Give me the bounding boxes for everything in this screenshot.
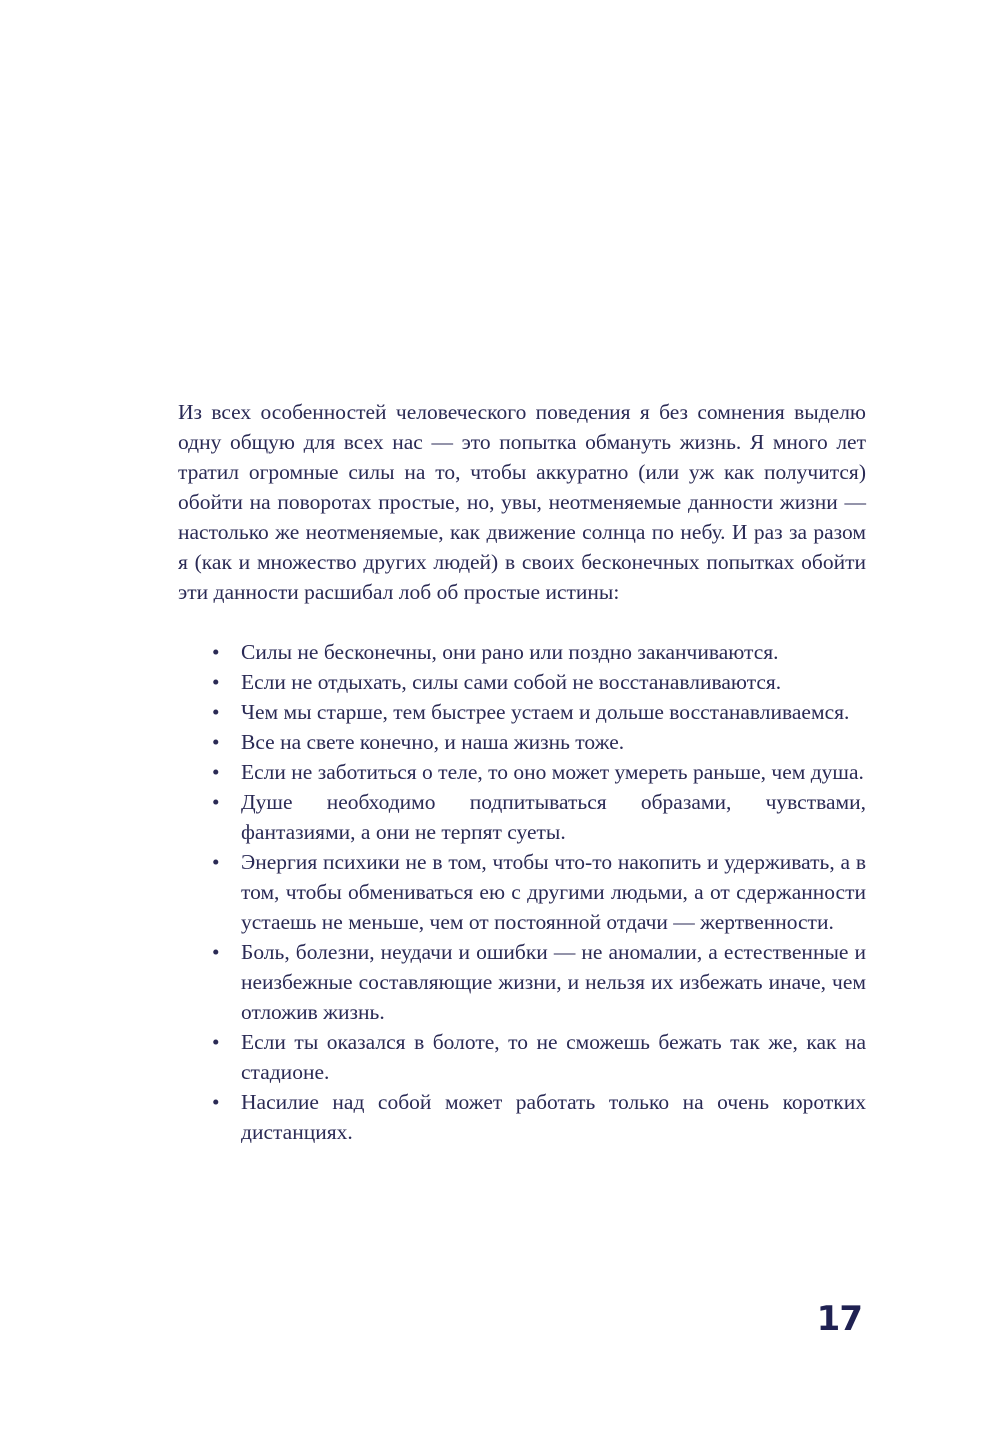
truths-list — [178, 637, 866, 1147]
list-item — [212, 787, 866, 847]
list-item-text: Энергия психики не в том, чтобы что-то накопить и удерживать, а в том, чтобы обмениваться ею с другими людьми, а от сдержанности устаешь не меньше, чем от постоянной отдачи — жертвенности. — [241, 850, 866, 934]
list-item — [212, 1027, 866, 1087]
bullet-icon: • — [212, 850, 220, 874]
bullet-icon: • — [212, 1030, 220, 1054]
list-item-text: Если не заботиться о теле, то оно может умереть раньше, чем душа. — [241, 760, 864, 784]
list-item-text: Силы не бесконечны, они рано или поздно заканчиваются. — [241, 640, 779, 664]
list-item — [212, 757, 866, 787]
bullet-icon: • — [212, 760, 220, 784]
list-item — [212, 667, 866, 697]
bullet-icon: • — [212, 730, 220, 754]
list-item-text: Если ты оказался в болоте, то не сможешь бежать так же, как на стадионе. — [241, 1030, 866, 1084]
list-item-text: Насилие над собой может работать только на очень коротких дистанциях. — [241, 1090, 866, 1144]
list-item — [212, 637, 866, 667]
list-item — [212, 1087, 866, 1147]
list-item-text: Чем мы старше, тем быстрее устаем и дольше восстанавливаемся. — [241, 700, 850, 724]
bullet-icon: • — [212, 670, 220, 694]
body-text — [178, 397, 866, 1147]
list-item — [212, 847, 866, 937]
bullet-icon: • — [212, 790, 220, 814]
bullet-icon: • — [212, 700, 220, 724]
list-item — [212, 727, 866, 757]
bullet-icon: • — [212, 940, 220, 964]
list-item-text: Все на свете конечно, и наша жизнь тоже. — [241, 730, 625, 754]
bullet-icon: • — [212, 1090, 220, 1114]
list-item — [212, 937, 866, 1027]
intro-paragraph: Из всех особенностей человеческого поведения я без сомнения выделю одну общую для всех нас — это попытка обмануть жизнь. Я много лет тратил огромные силы на то, чтобы аккуратно (или уж как получится) обойти на поворотах простые, но, увы, неотменяемые данности жизни — настолько же неотменяемые, как движение солнца по небу. И раз за разом я (как и множество других людей) в своих бесконечных попытках обойти эти данности расшибал лоб об простые истины: — [178, 400, 866, 604]
page-number: 17 — [816, 1299, 862, 1339]
list-item-text: Боль, болезни, неудачи и ошибки — не аномалии, а естественные и неизбежные составляющие жизни, и нельзя их избежать иначе, чем отложив жизнь. — [241, 940, 866, 1024]
list-item-text: Душе необходимо подпитываться образами, чувствами, фантазиями, а они не терпят суеты. — [241, 790, 866, 844]
list-item — [212, 697, 866, 727]
bullet-icon: • — [212, 640, 220, 664]
list-item-text: Если не отдыхать, силы сами собой не восстанавливаются. — [241, 670, 782, 694]
